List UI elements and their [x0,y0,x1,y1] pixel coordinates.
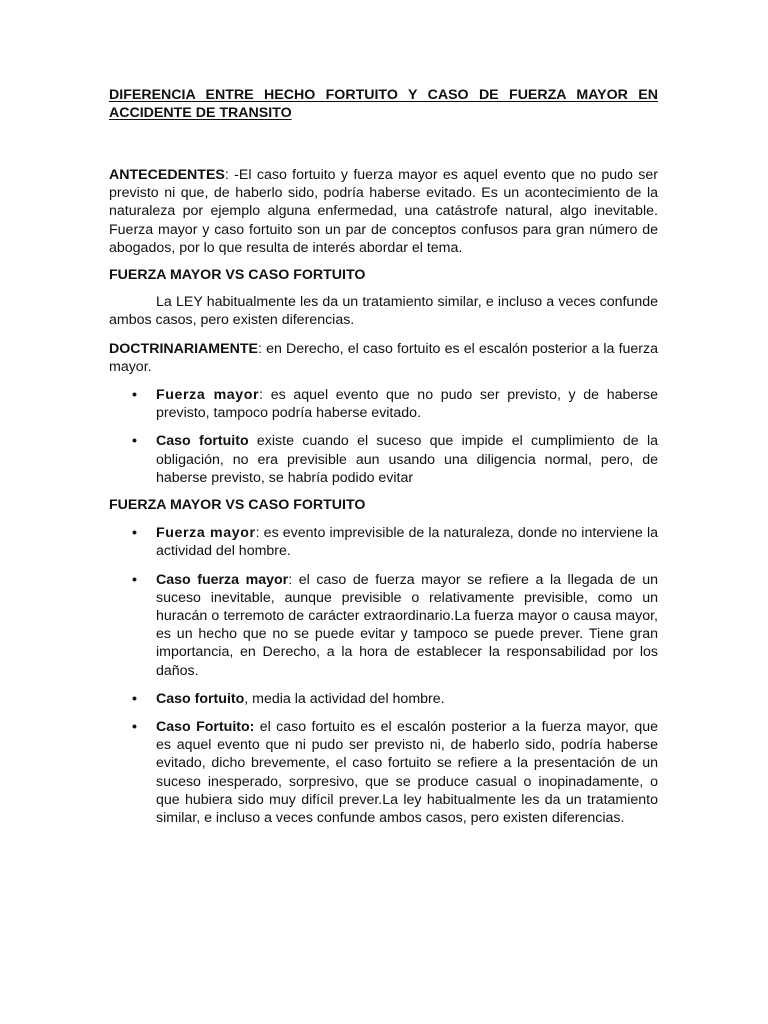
list-item-text: : el caso de fuerza mayor se refiere a la llegada de un suceso inevitable, aunque previsible o relativamente previsible, como un huracán o terremoto de carácter extraordinario.La fuerza mayor o causa mayor, es un hecho que no se puede evitar y tampoco se puede prever. Tiene gran importancia, en Derecho, a la hora de establecer la responsabilidad por los daños. [156,571,658,679]
list-item-term: Caso fortuito [156,433,249,450]
list-item-term: Caso Fortuito: [156,719,255,736]
list-item-term: Fuerza mayor [156,525,256,542]
list-item-text: , media la actividad del hombre. [244,690,445,707]
list-item-text: : es aquel evento que no pudo ser previsto, y de haberse previsto, tampoco podría haberse evitado. [156,387,658,422]
list-item-term: Caso fuerza mayor [156,571,289,588]
list-item [109,690,658,708]
list-item [109,432,658,487]
list-item-text: el caso fortuito es el escalón posterior a la fuerza mayor, que es aquel evento que ni pudo ser previsto ni, de haberlo sido, podría haberse evitado, dicho brevemente, el caso fortuito se refiere a la presentación de un suceso inesperado, sorpresivo, que se produce casual o inopinadamente, o que hubiera sido muy difícil prever.La ley habitualmente les da un tratamiento similar, e incluso a veces confunde ambos casos, pero existen diferencias. [156,719,659,827]
bullet-icon: • [132,387,137,404]
doctrina-label: DOCTRINARIAMENTE [109,340,258,357]
antecedentes-paragraph [109,166,658,257]
bullet-icon: • [132,690,137,707]
antecedentes-text: : -El caso fortuito y fuerza mayor es aquel evento que no pudo ser previsto ni que, de haberlo sido, podría haberse evitado. Es un acontecimiento de la naturaleza por ejemplo alguna enfermedad, una catástrofe natural, algo inevitable. Fuerza mayor y caso fortuito son un par de conceptos confusos para gran número de abogados, por lo que resulta de interés abordar el tema. [109,167,658,256]
antecedentes-label: ANTECEDENTES [109,167,225,183]
list-item-term: Fuerza mayor [156,387,260,404]
document-title: DIFERENCIA ENTRE HECHO FORTUITO Y CASO DE FUERZA MAYOR EN ACCIDENTE DE TRANSITO [109,87,658,121]
bullet-icon: • [132,571,137,588]
list-item [109,571,658,680]
list-item-text: existe cuando el suceso que impide el cumplimiento de la obligación, no era previsible aun usando una diligencia normal, pero, de haberse previsto, se habría podido evitar [156,433,658,486]
bullet-icon: • [132,525,137,542]
list-item-term: Caso fortuito [156,690,245,707]
list-item [109,524,658,560]
section-1-list [109,386,658,487]
document-page [109,86,658,827]
bullet-icon: • [132,433,137,450]
doctrina-paragraph [109,340,658,376]
list-item [109,718,658,827]
section-1-intro: La LEY habitualmente les da un tratamiento similar, e incluso a veces confunde ambos casos, pero existen diferencias. [109,294,658,329]
bullet-icon: • [132,719,137,736]
section-2-list [109,524,658,827]
list-item-text: : es evento imprevisible de la naturaleza, donde no interviene la actividad del hombre. [156,525,658,560]
list-item [109,386,658,422]
section-1-heading: FUERZA MAYOR VS CASO FORTUITO [109,267,366,284]
section-2-heading: FUERZA MAYOR VS CASO FORTUITO [109,497,366,514]
doctrina-text: : en Derecho, el caso fortuito es el escalón posterior a la fuerza mayor. [109,340,658,375]
